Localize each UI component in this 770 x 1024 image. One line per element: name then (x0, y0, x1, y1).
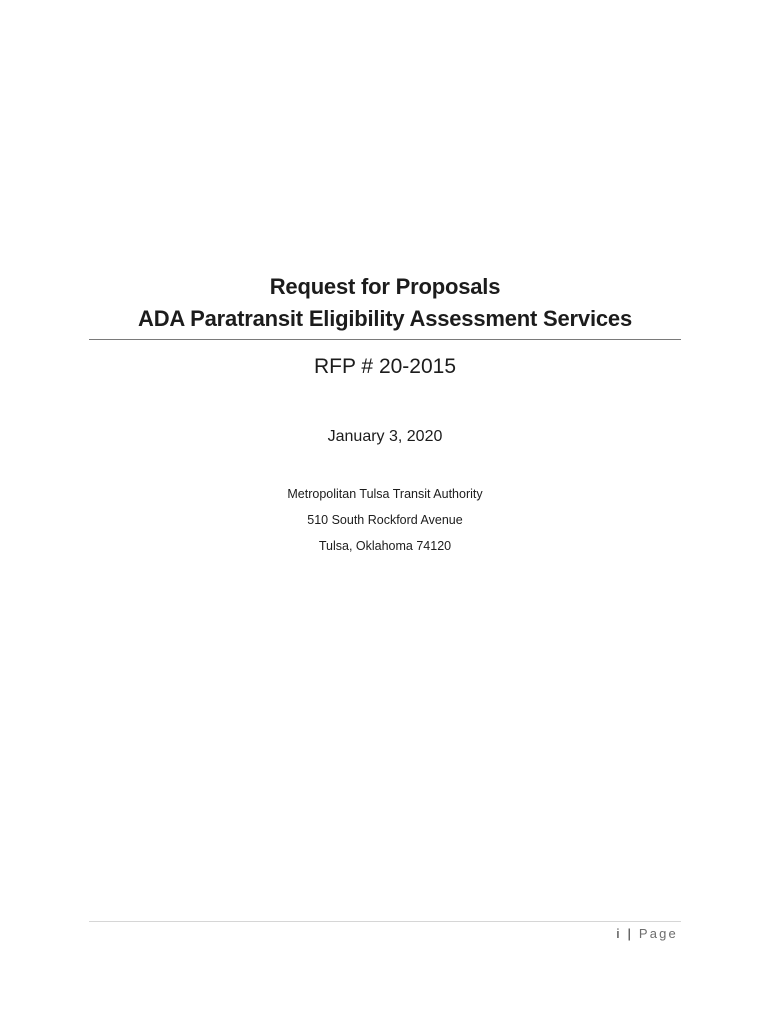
page-label: Page (638, 926, 678, 941)
issue-date: January 3, 2020 (327, 428, 443, 445)
document-subtitle: ADA Paratransit Eligibility Assessment Services (138, 306, 632, 331)
page-number-footer (617, 926, 678, 941)
document-title: Request for Proposals (269, 274, 501, 299)
page-separator: | (627, 926, 634, 941)
street-address: 510 South Rockford Avenue (307, 513, 463, 527)
title-divider (89, 339, 681, 340)
city-state-zip: Tulsa, Oklahoma 74120 (318, 539, 452, 553)
footer-divider (89, 921, 681, 922)
page-number: i (616, 926, 622, 941)
organization-name: Metropolitan Tulsa Transit Authority (287, 487, 483, 501)
rfp-number: RFP # 20-2015 (313, 355, 457, 378)
